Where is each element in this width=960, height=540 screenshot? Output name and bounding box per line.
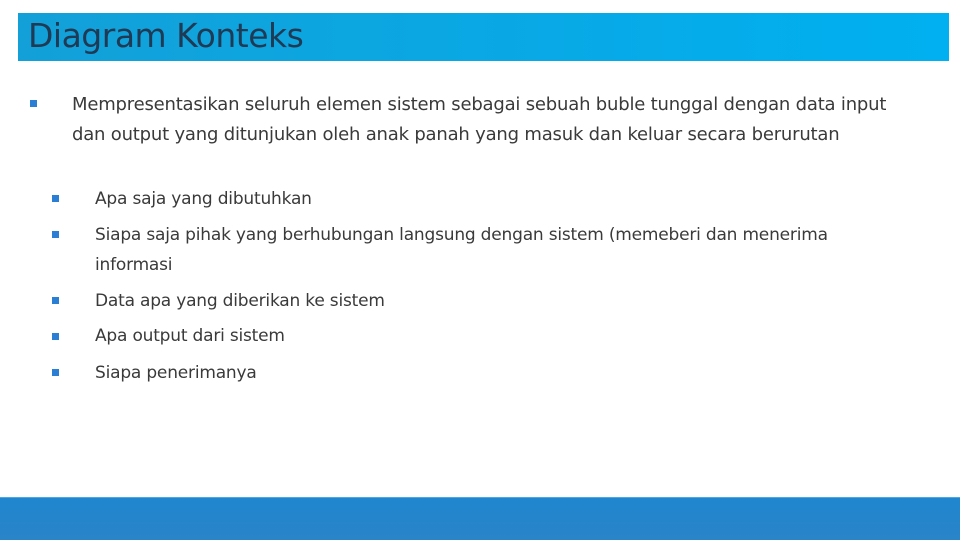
sub-bullet-text: Siapa saja pihak yang berhubungan langsung dengan sistem (memeberi dan menerima informasi: [95, 225, 828, 275]
sub-bullet-text: Siapa penerimanya: [95, 363, 257, 383]
main-bullet-text: Mempresentasikan seluruh elemen sistem sebagai sebuah buble tunggal dengan data input dan output yang ditunjukan oleh anak panah yang masuk dan keluar secara berurutan: [72, 94, 887, 145]
title-bar: [18, 13, 949, 61]
main-bullet-marker: [30, 100, 37, 107]
sub-bullet-marker: [52, 333, 59, 340]
sub-bullet-text: Apa saja yang dibutuhkan: [95, 189, 312, 209]
sub-bullet-text: Data apa yang diberikan ke sistem: [95, 291, 385, 311]
slide-title: Diagram Konteks: [28, 16, 304, 55]
sub-bullet-text: Apa output dari sistem: [95, 326, 285, 346]
sub-bullet-marker: [52, 297, 59, 304]
sub-bullet-marker: [52, 195, 59, 202]
sub-bullet-marker: [52, 369, 59, 376]
footer-bar: [0, 498, 960, 540]
sub-bullet-marker: [52, 231, 59, 238]
